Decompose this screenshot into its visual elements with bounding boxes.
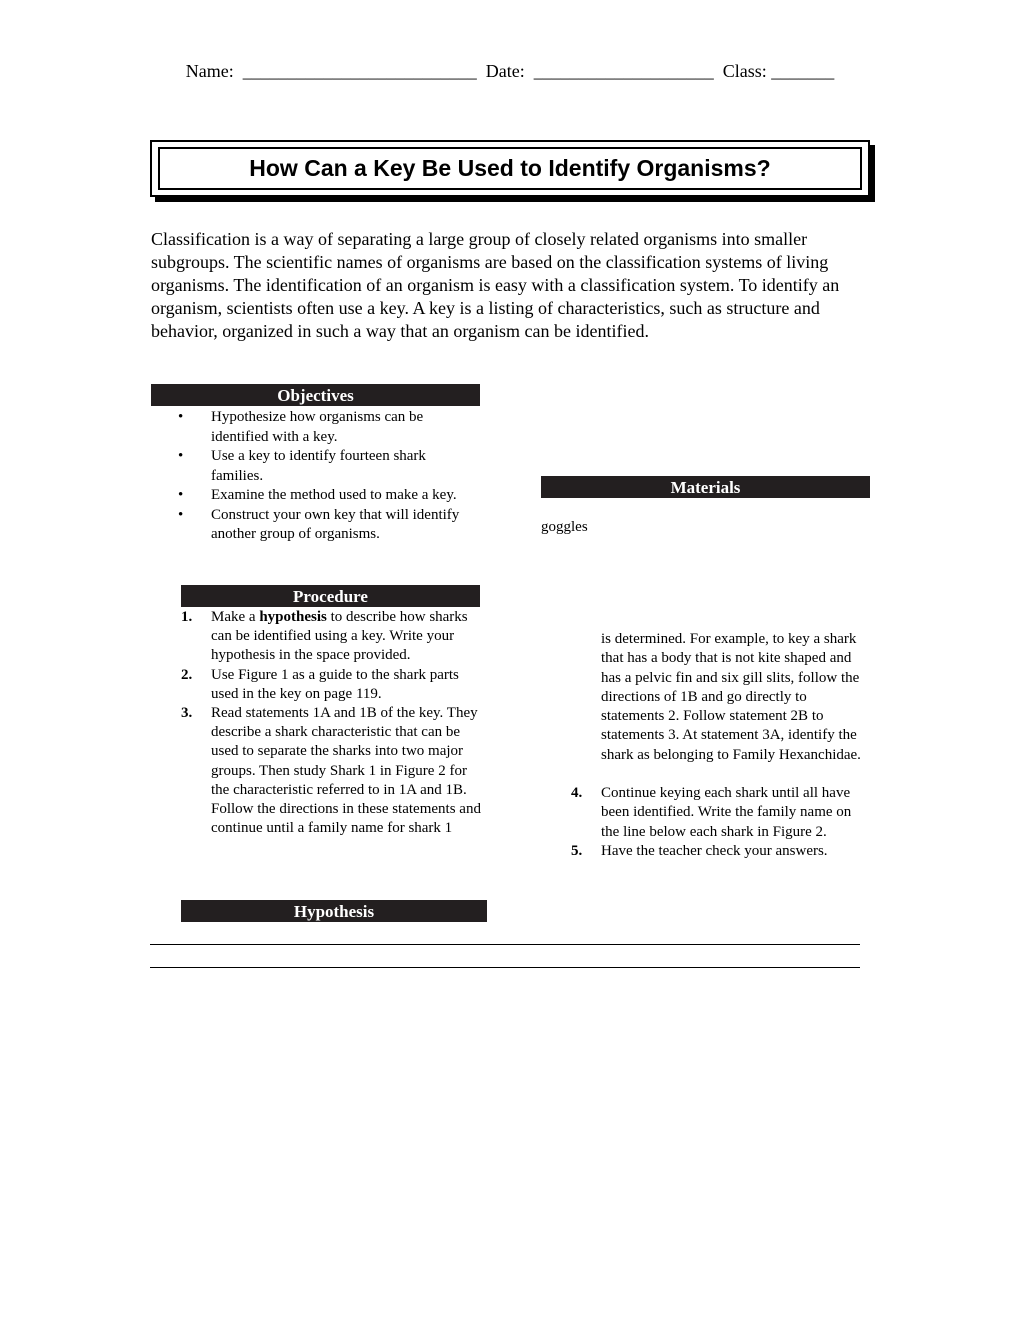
hypothesis-heading: Hypothesis <box>181 900 487 922</box>
title-inner-box <box>158 147 862 190</box>
objective-item <box>178 506 463 545</box>
bullet-icon: • <box>178 409 184 425</box>
objectives-heading: Objectives <box>151 384 480 406</box>
step-number: 2. <box>181 666 193 683</box>
step-number: 1. <box>181 609 193 625</box>
procedure-step <box>181 608 481 666</box>
objective-text: Hypothesize how organisms can be identified with a key. <box>211 409 424 445</box>
hypothesis-answer-line[interactable] <box>150 944 860 945</box>
objective-item <box>178 408 463 447</box>
bullet-icon: • <box>178 448 184 464</box>
procedure-step <box>571 784 871 842</box>
step-number: 5. <box>571 842 583 859</box>
step-number: 3. <box>181 705 193 722</box>
objective-text: Construct your own key that will identify another group of organisms. <box>211 506 460 542</box>
materials-item: goggles <box>541 519 588 535</box>
objective-item <box>178 486 463 506</box>
bullet-icon: • <box>178 487 184 503</box>
step-text: Use Figure 1 as a guide to the shark parts used in the key on page 119. <box>211 666 459 702</box>
objective-text: Examine the method used to make a key. <box>211 487 457 503</box>
step-text: Make a <box>211 609 260 625</box>
title-box <box>150 140 870 197</box>
procedure-step <box>181 666 481 704</box>
step-text: Have the teacher check your answers. <box>601 842 828 859</box>
procedure-steps-continued <box>571 784 871 861</box>
name-date-class-line: Name: __________________________ Date: ____________________ Class: _______ <box>185 61 835 81</box>
step-text: Read statements 1A and 1B of the key. They describe a shark characteristic that can be used to separate the sharks into two major groups. Then study Shark 1 in Figure 2 for the characteristic referred to in 1A and 1B. Follow the directions in these statements and continue until a family name for shark 1 <box>211 705 481 837</box>
intro-paragraph: Classification is a way of separating a large group of closely related organisms into smaller subgroups. The scientific names of organisms are based on the classification systems of living organisms. The identification of an organism is easy with a classification system. To identify an organism, scientists often use a key. A key is a listing of characteristics, such as structure and behavior, organized in such a way that an organism can be identified. <box>151 229 840 341</box>
procedure-step <box>181 704 481 838</box>
objective-text: Use a key to identify fourteen shark families. <box>211 448 426 484</box>
step-text: Continue keying each shark until all have been identified. Write the family name on the line below each shark in Figure 2. <box>601 785 852 840</box>
step-number: 4. <box>571 785 583 801</box>
hypothesis-answer-line[interactable] <box>150 967 860 968</box>
step-text: to describe how sharks can be identified using a key. Write your hypothesis in the space provided. <box>211 609 468 664</box>
page-title: How Can a Key Be Used to Identify Organisms? <box>249 155 771 181</box>
objectives-list <box>178 408 463 545</box>
procedure-continuation: is determined. For example, to key a shark that has a body that is not kite shaped and has a pelvic fin and six gill slits, follow the directions of 1B and go directly to statements 2. Follow statement 2B to statements 3. At statement 3A, identify the shark as belonging to Family Hexanchidae. <box>601 631 861 763</box>
procedure-heading: Procedure <box>181 585 480 607</box>
materials-heading: Materials <box>541 476 870 498</box>
procedure-steps <box>181 608 481 838</box>
bullet-icon: • <box>178 506 184 523</box>
procedure-step <box>571 842 871 861</box>
step-bold-term: hypothesis <box>259 609 327 625</box>
objective-item <box>178 447 463 486</box>
